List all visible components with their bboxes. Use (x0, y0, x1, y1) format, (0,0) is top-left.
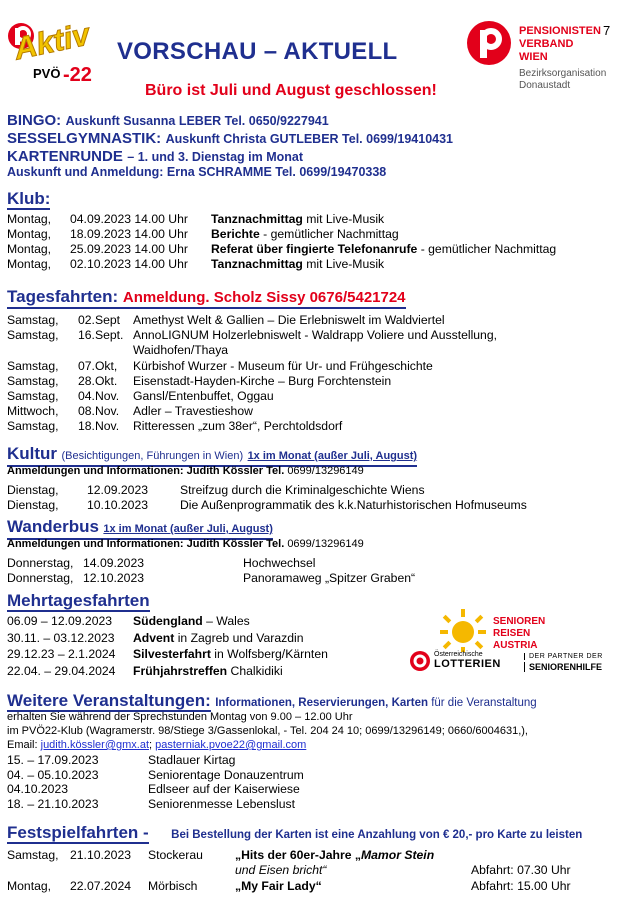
wanderbus-title: Wanderbus (7, 517, 99, 536)
tagesfahrt-day: Samstag, (7, 328, 59, 343)
lotterien-logo (409, 650, 619, 674)
klub-day: Montag, (7, 242, 52, 256)
klub-event-detail: mit Live-Musik (302, 212, 385, 226)
tagesfahrt-destination: Amethyst Welt & Gallien – Die Erlebniswelt im Waldviertel (133, 313, 445, 327)
office-closed-notice: Büro ist Juli und August geschlossen! (145, 82, 437, 99)
logo-aktiv-text: Aktiv (11, 16, 93, 67)
mehrtages-date: 29.12.23 – 2.1.2024 (7, 647, 116, 661)
weitere-date: 04.10.2023 (7, 782, 68, 796)
weitere-header (7, 691, 537, 711)
tagesfahrt-destination: Ritteressen „zum 38er“, Perchtoldsdorf (133, 419, 343, 434)
klub-date: 25.09.2023 14.00 Uhr (70, 242, 188, 256)
mehrtages-trip (133, 647, 328, 662)
klub-event-wrap (211, 257, 384, 272)
bingo-label: BINGO: (7, 112, 62, 129)
email-separator: ; (149, 739, 153, 751)
karten-label: KARTENRUNDE (7, 148, 123, 165)
senioren-line-2: REISEN (493, 628, 531, 639)
logo-line-1: PENSIONISTEN (519, 25, 601, 37)
tagesfahrt-date: 18.Nov. (78, 419, 120, 434)
tagesfahrt-date: 08.Nov. (78, 404, 120, 419)
tagesfahrten-anmeldung: Anmeldung. Scholz Sissy 0676/5421724 (122, 289, 406, 306)
festspiel-day: Montag, (7, 879, 52, 893)
senioren-line-3: AUSTRIA (493, 640, 538, 651)
senioren-line-1: SENIOREN (493, 616, 546, 627)
kultur-frequency: 1x im Monat (außer Juli, August) (247, 450, 418, 462)
festspiel-departure: Abfahrt: 07.30 Uhr (471, 863, 571, 877)
mehrtages-trip-detail: in Wolfsberg/Kärnten (210, 647, 328, 661)
weitere-date: 15. – 17.09.2023 (7, 753, 99, 767)
logo-pvo-text: PVÖ (33, 66, 61, 81)
tagesfahrt-day: Samstag, (7, 373, 59, 388)
weitere-intro-rest: für die Veranstaltung (428, 697, 537, 709)
weitere-line-3: im PVÖ22-Klub (Wagramerstr. 98/Stiege 3/Gassenlokal, - Tel. 204 24 10; 0699/13296149; 0660/6004631,), (7, 725, 528, 737)
weitere-date: 04. – 05.10.2023 (7, 767, 99, 782)
tagesfahrt-date: 16.Sept. (78, 328, 124, 343)
klub-day: Montag, (7, 212, 52, 226)
email-line (7, 739, 306, 751)
kultur-anmeldung (7, 465, 364, 477)
logo-line-2: VERBAND (519, 38, 574, 50)
festspiel-day: Samstag, (7, 848, 59, 862)
kultur-anmeldung-text: Anmeldungen und Informationen: Judith Kössler Tel. (7, 465, 285, 477)
klub-event-wrap (211, 212, 384, 227)
lotterien-text: LOTTERIEN (434, 658, 501, 670)
tagesfahrt-date: 04.Nov. (78, 389, 120, 403)
mehrtages-date: 30.11. – 03.12.2023 (7, 630, 115, 645)
festspiel-place: Stockerau (148, 848, 203, 862)
pvo22-aktiv-logo (5, 16, 97, 92)
sessel-text: Auskunft Christa GUTLEBER Tel. 0699/19410431 (165, 132, 454, 146)
mehrtages-title: Mehrtagesfahrten (7, 591, 150, 610)
klub-event-wrap (211, 227, 399, 242)
festspiel-show-subtitle-2: und Eisen bricht“ (235, 863, 327, 877)
kultur-event: Die Außenprogrammatik des k.k.Naturhistorischen Hofmuseums (180, 498, 527, 512)
klub-event: Tanznachmittag (211, 212, 303, 226)
wanderbus-destination: Hochwechsel (243, 556, 316, 570)
festspiel-date: 22.07.2024 (70, 879, 131, 893)
page-title: VORSCHAU – AKTUELL (117, 38, 398, 65)
tagesfahrt-destination: Kürbishof Wurzer - Museum für Ur- und Frühgeschichte (133, 358, 433, 373)
tagesfahrt-date: 02.Sept (78, 313, 121, 327)
festspiel-header (7, 823, 582, 843)
lotterien-icon (409, 650, 431, 672)
klub-title: Klub: (7, 189, 51, 208)
weitere-title: Weitere Veranstaltungen: (7, 691, 211, 710)
wanderbus-anmeldung (7, 538, 364, 550)
wanderbus-anmeldung-text: Anmeldungen und Informationen: Judith Kössler Tel. (7, 538, 285, 550)
mehrtages-trip-detail: – Wales (202, 614, 250, 628)
mehrtages-date: 22.04. – 29.04.2024 (7, 663, 116, 678)
weitere-event: Seniorentage Donauzentrum (148, 767, 304, 782)
kultur-day: Dienstag, (7, 483, 59, 497)
logo-sub-1: Bezirksorganisation (519, 68, 607, 79)
weitere-event: Seniorenmesse Lebenslust (148, 796, 296, 811)
festspiel-title: Festspielfahrten - (7, 823, 149, 842)
kultur-day: Dienstag, (7, 498, 59, 512)
logo-number-text: -22 (63, 64, 92, 86)
mehrtages-trip (133, 664, 283, 679)
kultur-date: 10.10.2023 (87, 498, 148, 512)
weitere-event: Stadlauer Kirtag (148, 753, 236, 767)
karten-text: – 1. und 3. Dienstag im Monat (127, 150, 304, 164)
weitere-date: 18. – 21.10.2023 (7, 796, 99, 811)
mehrtages-date: 06.09 – 12.09.2023 (7, 614, 113, 628)
pvw-p-icon (466, 20, 512, 66)
festspiel-show (235, 848, 434, 863)
page-number: 7 (603, 23, 611, 38)
festspiel-show (235, 879, 322, 894)
mehrtages-trip-name: Frühjahrstreffen (133, 663, 228, 678)
tagesfahrt-day: Samstag, (7, 313, 59, 327)
logo-sub-2: Donaustadt (519, 80, 571, 91)
tagesfahrten-label: Tagesfahrten: (7, 287, 119, 306)
klub-date: 02.10.2023 14.00 Uhr (70, 257, 188, 271)
kartenrunde-line (7, 148, 303, 166)
kartenrunde-contact: Auskunft und Anmeldung: Erna SCHRAMME Tel. 0699/19470338 (7, 165, 387, 179)
wanderbus-day: Donnerstag, (7, 571, 74, 585)
tagesfahrt-destination: Gansl/Entenbuffet, Oggau (133, 389, 274, 403)
klub-date: 04.09.2023 14.00 Uhr (70, 212, 188, 226)
wanderbus-date: 12.10.2023 (83, 571, 144, 585)
mehrtages-trip (133, 631, 304, 646)
email-link-2[interactable]: pasterniak.pvoe22@gmail.com (155, 739, 307, 751)
klub-date: 18.09.2023 14.00 Uhr (70, 227, 188, 241)
sesselgymnastik-line (7, 130, 453, 148)
lotterien-small: Österreichische (434, 651, 483, 658)
weitere-event: Edlseer auf der Kaiserwiese (148, 782, 300, 796)
bingo-text: Auskunft Susanna LEBER Tel. 0650/9227941 (65, 114, 329, 128)
wanderbus-phone: 0699/13296149 (287, 538, 364, 550)
pensionisten-verband-logo (466, 20, 616, 100)
mehrtages-trip-detail: Chalkidiki (227, 663, 283, 678)
partner-line-2: SENIORENHILFE (524, 662, 602, 672)
weitere-intro-bold: Informationen, Reservierungen, Karten (215, 697, 428, 709)
tagesfahrt-day: Samstag, (7, 389, 59, 403)
tagesfahrten-title (7, 287, 406, 309)
kultur-date: 12.09.2023 (87, 483, 148, 497)
tagesfahrt-destination: Adler – Travestieshow (133, 404, 253, 419)
tagesfahrt-day: Samstag, (7, 419, 59, 434)
partner-line-1: DER PARTNER DER (524, 653, 603, 660)
klub-event-detail: - gemütlicher Nachmittag (259, 227, 399, 241)
festspiel-note: Bei Bestellung der Karten ist eine Anzahlung von € 20,- pro Karte zu leisten (171, 829, 583, 841)
festspiel-departure: Abfahrt: 15.00 Uhr (471, 879, 571, 893)
festspiel-place: Mörbisch (148, 879, 198, 893)
tagesfahrt-destination: AnnoLIGNUM Holzerlebniswelt - Waldrapp Voliere und Ausstellung, (133, 328, 497, 343)
wanderbus-header (7, 518, 273, 540)
wanderbus-destination: Panoramaweg „Spitzer Graben“ (243, 571, 416, 585)
festspiel-date: 21.10.2023 (70, 848, 131, 862)
mehrtages-trip (133, 614, 250, 629)
kultur-subtitle: (Besichtigungen, Führungen in Wien) (61, 450, 244, 462)
mehrtages-trip-detail: in Zagreb und Varazdin (174, 630, 304, 645)
kultur-header (7, 445, 417, 467)
klub-event: Referat über fingierte Telefonanrufe (211, 242, 418, 256)
festspiel-show-title: „Hits der 60er-Jahre „ (235, 848, 361, 862)
wanderbus-date: 14.09.2023 (83, 556, 144, 570)
klub-event: Berichte (211, 227, 260, 241)
festspiel-show-title: „My Fair Lady“ (235, 879, 322, 893)
mehrtages-trip-name: Advent (133, 630, 175, 645)
mehrtages-trip-name: Südengland (133, 614, 203, 628)
festspiel-show-subtitle: Mamor Stein (361, 848, 435, 862)
klub-event: Tanznachmittag (211, 257, 303, 271)
tagesfahrt-destination: Waidhofen/Thaya (133, 343, 229, 358)
tagesfahrt-day: Mittwoch, (7, 404, 59, 419)
weitere-line-2: erhalten Sie während der Sprechstunden Montag von 9.00 – 12.00 Uhr (7, 711, 353, 723)
logo-line-3: WIEN (519, 51, 548, 63)
mehrtages-trip-name: Silvesterfahrt (133, 647, 211, 661)
email-label: Email: (7, 739, 38, 751)
sun-icon (440, 608, 486, 652)
klub-event-wrap (211, 242, 556, 257)
klub-day: Montag, (7, 227, 52, 241)
kultur-phone: 0699/13296149 (287, 465, 364, 477)
tagesfahrt-destination: Eisenstadt-Hayden-Kirche – Burg Forchtenstein (133, 373, 392, 388)
tagesfahrt-day: Samstag, (7, 358, 59, 373)
email-link-1[interactable]: judith.kössler@gmx.at (40, 739, 149, 751)
kultur-title: Kultur (7, 444, 58, 463)
klub-day: Montag, (7, 257, 52, 271)
sessel-label: SESSELGYMNASTIK: (7, 130, 162, 147)
wanderbus-day: Donnerstag, (7, 556, 74, 570)
tagesfahrt-date: 28.Okt. (78, 373, 118, 388)
bingo-line (7, 112, 329, 130)
klub-event-detail: mit Live-Musik (302, 257, 385, 271)
tagesfahrt-date: 07.Okt, (78, 358, 118, 373)
klub-event-detail: - gemütlicher Nachmittag (417, 242, 557, 256)
kultur-event: Streifzug durch die Kriminalgeschichte Wiens (180, 483, 425, 497)
wanderbus-frequency: 1x im Monat (außer Juli, August) (103, 523, 273, 535)
